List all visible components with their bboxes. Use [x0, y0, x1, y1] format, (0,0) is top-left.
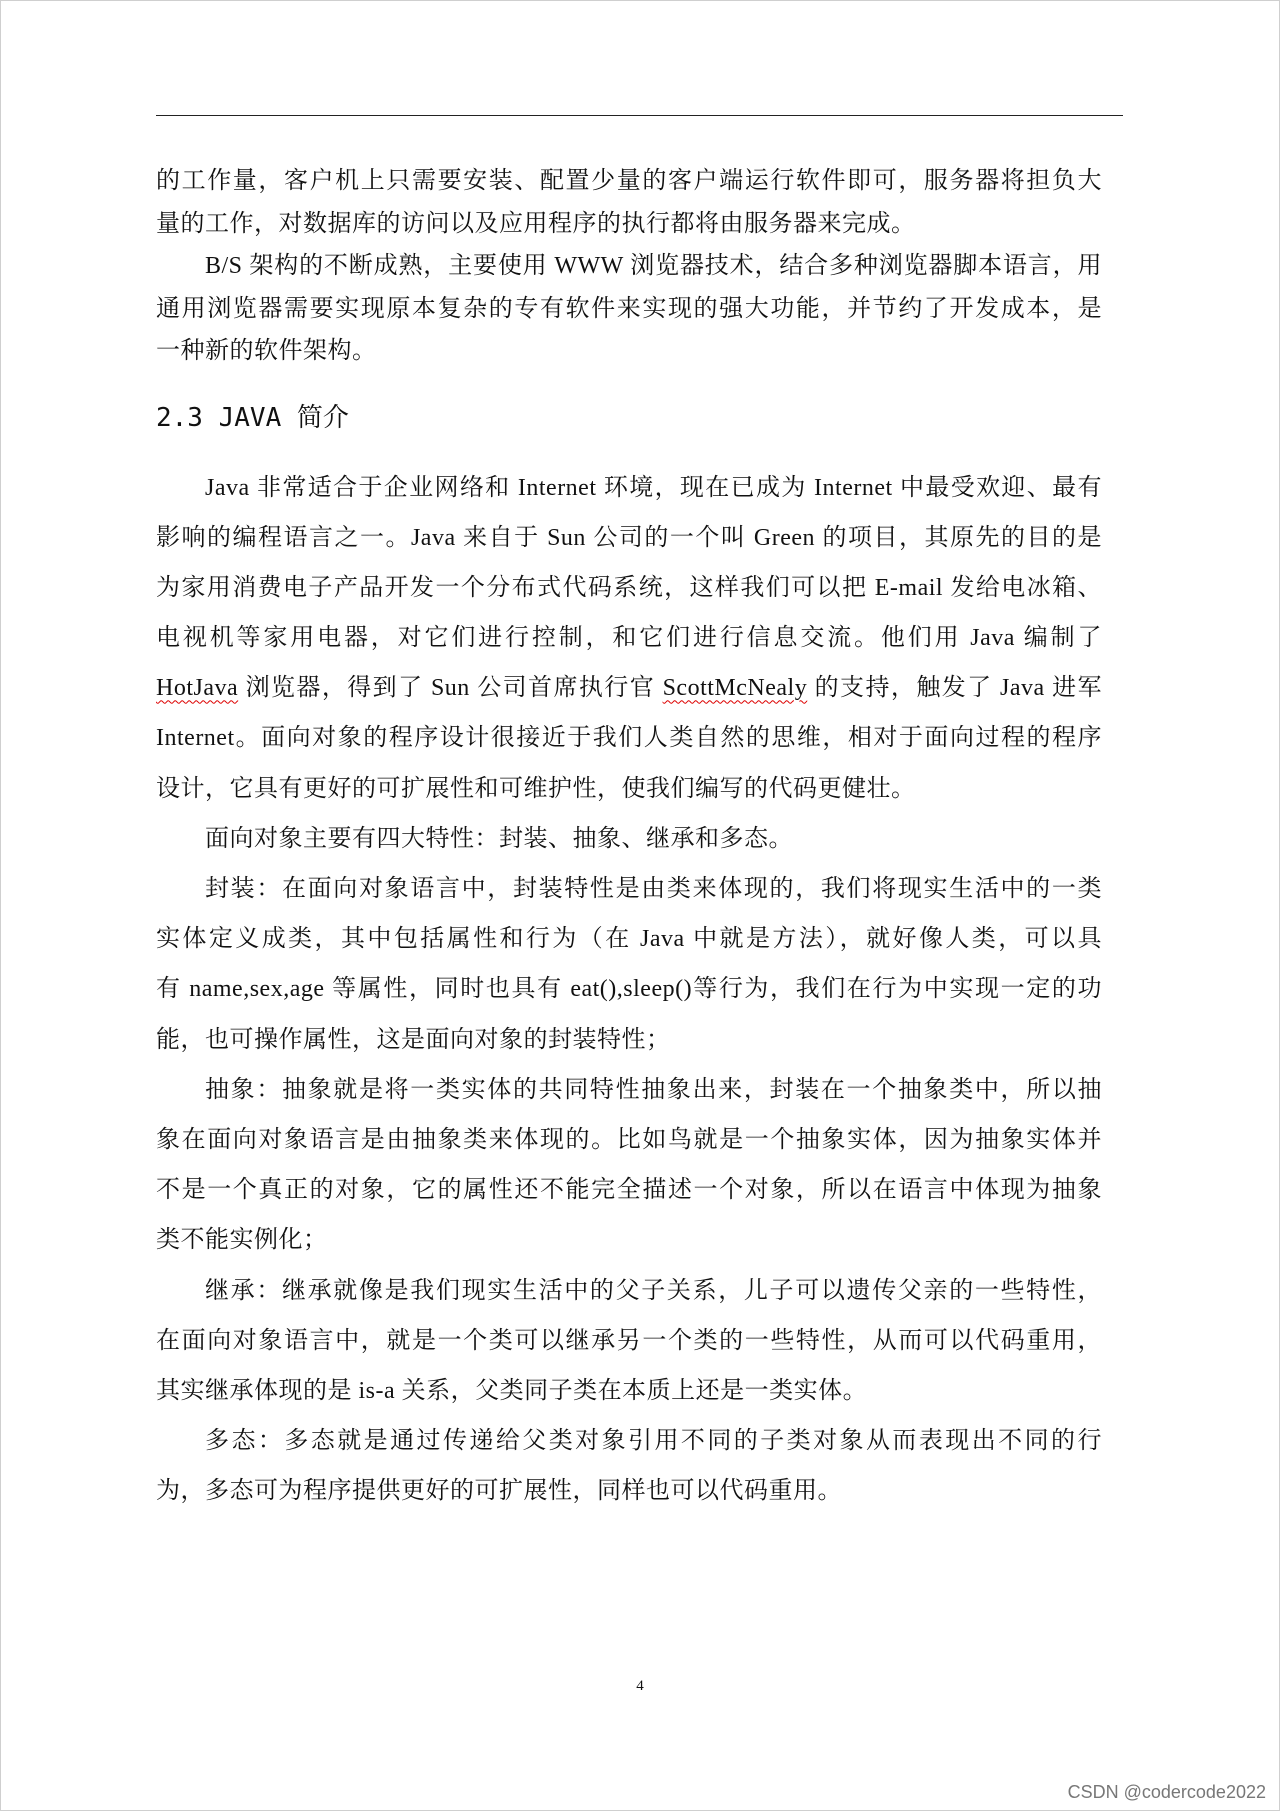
text-line: 多态：多态就是通过传递给父类对象引用不同的子类对象从而表现出不同的行	[205, 1428, 1102, 1455]
text-line: 影响的编程语言之一。Java 来自于 Sun 公司的一个叫 Green 的项目，其原先的目的是	[156, 524, 1102, 551]
text-line: 抽象：抽象就是将一类实体的共同特性抽象出来，封装在一个抽象类中，所以抽	[205, 1076, 1102, 1103]
text-line: 继承：继承就像是我们现实生活中的父子关系，儿子可以遗传父亲的一些特性，	[205, 1277, 1102, 1304]
text-line: 类不能实例化；	[156, 1227, 328, 1254]
text-line: 为，多态可为程序提供更好的可扩展性，同样也可以代码重用。	[156, 1478, 842, 1505]
text-span: 浏览器，得到了 Sun 公司首席执行官	[238, 675, 663, 702]
text-line: 面向对象主要有四大特性：封装、抽象、继承和多态。	[205, 825, 793, 852]
text-line: B/S 架构的不断成熟，主要使用 WWW 浏览器技术，结合多种浏览器脚本语言，用	[205, 253, 1102, 279]
text-line: 一种新的软件架构。	[156, 338, 377, 364]
text-line: 在面向对象语言中，就是一个类可以继承另一个类的一些特性，从而可以代码重用，	[156, 1327, 1102, 1354]
page-number: 4	[636, 1678, 644, 1694]
text-line: 不是一个真正的对象，它的属性还不能完全描述一个对象，所以在语言中体现为抽象	[156, 1177, 1102, 1204]
text-line: Internet。面向对象的程序设计很接近于我们人类自然的思维，相对于面向过程的程序	[156, 725, 1102, 752]
java-section-paragraphs	[156, 463, 1102, 1517]
text-line: 其实继承体现的是 is-a 关系，父类同子类在本质上还是一类实体。	[156, 1377, 868, 1404]
text-line: 电视机等家用电器，对它们进行控制，和它们进行信息交流。他们用 Java 编制了	[156, 625, 1102, 652]
text-line: 象在面向对象语言是由抽象类来体现的。比如鸟就是一个抽象实体，因为抽象实体并	[156, 1126, 1102, 1153]
text-span: 的支持，触发了 Java 进军	[807, 675, 1102, 702]
text-line: 通用浏览器需要实现原本复杂的专有软件来实现的强大功能，并节约了开发成本，是	[156, 295, 1102, 322]
text-line: 封装：在面向对象语言中，封装特性是由类来体现的，我们将现实生活中的一类	[205, 876, 1102, 902]
header-rule	[156, 115, 1123, 116]
spellcheck-word: ScottMcNealy	[662, 675, 808, 702]
watermark: CSDN @codercode2022	[1067, 1782, 1266, 1802]
text-line: 设计，它具有更好的可扩展性和可维护性，使我们编写的代码更健壮。	[156, 775, 916, 802]
text-line: 的工作量，客户机上只需要安装、配置少量的客户端运行软件即可，服务器将担负大	[156, 168, 1102, 194]
spellcheck-word: HotJava	[156, 675, 239, 702]
text-line: 实体定义成类，其中包括属性和行为（在 Java 中就是方法），就好像人类，可以具	[156, 926, 1102, 953]
text-line	[156, 663, 1102, 713]
text-line: Java 非常适合于企业网络和 Internet 环境，现在已成为 Internet 中最受欢迎、最有	[205, 474, 1102, 501]
text-line: 能，也可操作属性，这是面向对象的封装特性；	[156, 1026, 671, 1053]
document-body	[156, 160, 1102, 1516]
section-heading: 2.3 JAVA 简介	[156, 402, 349, 433]
text-line: 量的工作，对数据库的访问以及应用程序的执行都将由服务器来完成。	[156, 210, 916, 237]
text-line: 有 name,sex,age 等属性，同时也具有 eat(),sleep()等行为，我们在行为中实现一定的功	[156, 976, 1102, 1003]
intro-paragraphs	[156, 160, 1102, 373]
text-line: 为家用消费电子产品开发一个分布式代码系统，这样我们可以把 E-mail 发给电冰箱、	[156, 574, 1102, 601]
